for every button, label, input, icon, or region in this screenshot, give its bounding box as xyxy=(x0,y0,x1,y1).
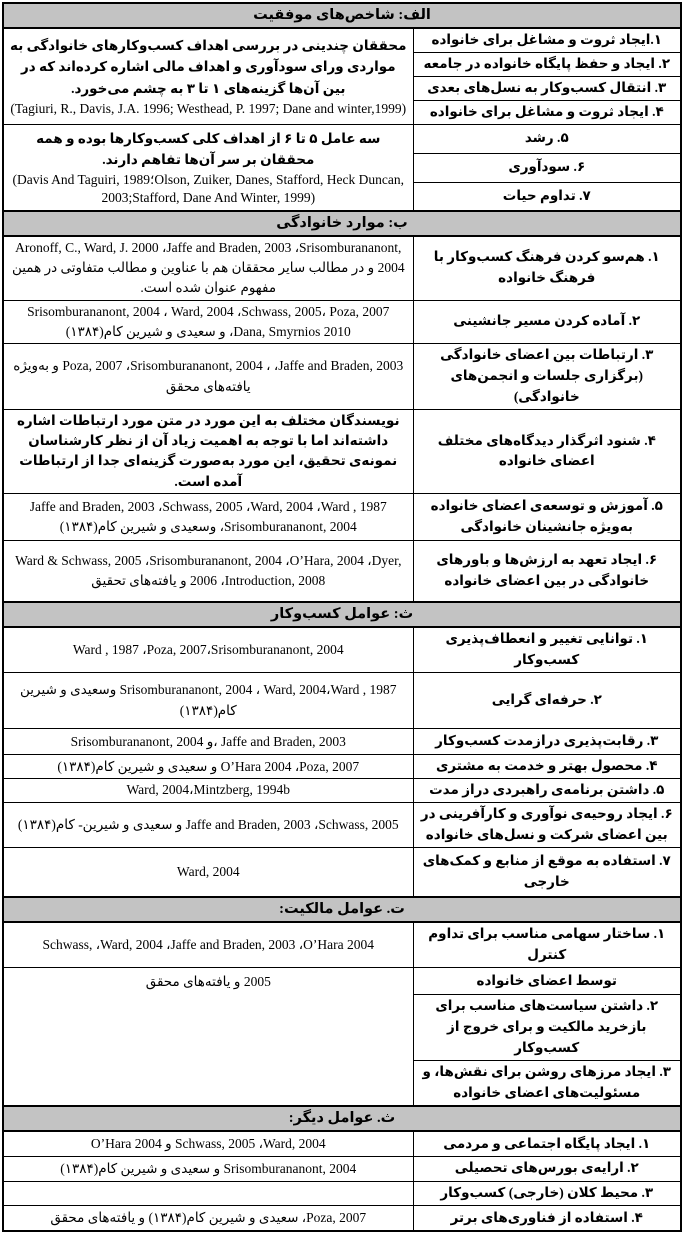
citation-cell: Jaffe and Braden, 2003 ،و Srisomburananont, 2004 xyxy=(3,729,413,755)
factor-item-cell: ۳. رقابت‌پذیری درازمدت کسب‌وکار xyxy=(413,729,681,755)
table-row xyxy=(3,124,681,153)
factor-item-cell: ۱.ایجاد ثروت و مشاغل برای خانواده xyxy=(413,28,681,52)
factor-item-cell: ۵. داشتن برنامه‌ی راهبردی دراز مدت xyxy=(413,779,681,803)
table-row xyxy=(3,344,681,410)
citation-cell: Poza, 2007، سعیدی و شیرین کام(۱۳۸۴) و یافته‌های محقق xyxy=(3,1205,413,1231)
citation-cell: 2005 و یافته‌های محقق xyxy=(3,968,413,1107)
success-factors-table xyxy=(2,2,682,1232)
table-row xyxy=(3,779,681,803)
factor-item-cell: ۳. محیط کلان (خارجی) کسب‌وکار xyxy=(413,1181,681,1205)
factor-item-cell: ۳. ایجاد مرزهای روشن برای نقش‌ها، و مسئولیت‌های اعضای خانواده xyxy=(413,1060,681,1106)
factor-item-cell: ۲. داشتن سیاست‌های مناسب برای بازخرید مالکیت و برای خروج از کسب‌وکار xyxy=(413,995,681,1061)
table-row xyxy=(3,1181,681,1205)
citation-cell: Ward, 2004 xyxy=(3,847,413,897)
factor-item-cell: توسط اعضای خانواده xyxy=(413,968,681,995)
citation-text: (Davis And Taguiri, 1989؛Olson, Zuiker, Danes, Stafford, Heck Duncan, 2003;Stafford, Dane And Winter, 1999) xyxy=(12,171,404,205)
factor-item-cell: ۴. استفاده از فناوری‌های برتر xyxy=(413,1205,681,1231)
table-row xyxy=(3,968,681,995)
factor-item-cell: ۷. تداوم حیات xyxy=(413,182,681,211)
factor-item-cell: ۴. شنود اثرگذار دیدگاه‌های مختلف اعضای خانواده xyxy=(413,409,681,493)
table-row xyxy=(3,627,681,672)
factor-item-cell: ۵. آموزش و توسعه‌ی اعضای خانواده به‌ویژه جانشینان خانوادگی xyxy=(413,493,681,540)
factor-item-cell: ۷. استفاده به موقع از منابع و کمک‌های خارجی xyxy=(413,847,681,897)
section-header-3: ت. عوامل مالکیت: xyxy=(3,897,681,922)
section-header-0: الف: شاخص‌های موفقیت xyxy=(3,3,681,28)
citation-cell xyxy=(3,124,413,211)
section-header-1: ب: موارد خانوادگی xyxy=(3,211,681,236)
factor-item-cell: ۵. رشد xyxy=(413,124,681,153)
factor-item-cell: ۶. ایجاد روحیه‌ی نوآوری و کارآفرینی در بین اعضای شرکت و نسل‌های خانواده xyxy=(413,803,681,848)
factor-item-cell: ۱. هم‌سو کردن فرهنگ کسب‌وکار با فرهنگ خانواده xyxy=(413,236,681,300)
table-row xyxy=(3,755,681,779)
description-text: محققان چندینی در بررسی اهداف کسب‌وکارهای خانوادگی به مواردی ورای سودآوری و اهداف مالی اشاره کرده‌اند که در بین آن‌ها گزینه‌های ۱ تا ۳ به چشم می‌خورد. xyxy=(10,37,407,96)
table-row xyxy=(3,493,681,540)
table-row xyxy=(3,673,681,729)
table-row xyxy=(3,540,681,602)
table-row xyxy=(3,409,681,493)
citation-cell: Srisomburananont, 2004 ، Ward, 2004،Ward , 1987 وسعیدی و شیرین کام(۱۳۸۴) xyxy=(3,673,413,729)
citation-cell: Schwass, ،Ward, 2004 ،Jaffe and Braden, 2003 ،O’Hara 2004 xyxy=(3,922,413,967)
section-header-2: ث: عوامل کسب‌وکار xyxy=(3,602,681,627)
table-row xyxy=(3,300,681,344)
table-row xyxy=(3,729,681,755)
citation-cell xyxy=(3,28,413,124)
factor-item-cell: ۲. ارایه‌ی بورس‌های تحصیلی xyxy=(413,1156,681,1181)
table-row xyxy=(3,1205,681,1231)
citation-cell: Jaffe and Braden, 2003 ،Schwass, 2005 ،Ward, 2004 ،Ward , 1987 ،Srisomburananont, 2004 وسعیدی و شیرین کام(۱۳۸۴) xyxy=(3,493,413,540)
factor-item-cell: ۲. آماده کردن مسیر جانشینی xyxy=(413,300,681,344)
factor-item-cell: ۶. سودآوری xyxy=(413,153,681,182)
factor-item-cell: ۱. ایجاد پایگاه اجتماعی و مردمی xyxy=(413,1131,681,1156)
citation-cell: Schwass, 2005 ،Ward, 2004 و O’Hara 2004 xyxy=(3,1131,413,1156)
factor-item-cell: ۲. حرفه‌ای گرایی xyxy=(413,673,681,729)
table-row xyxy=(3,847,681,897)
citation-cell: Ward, 2004،Mintzberg, 1994b xyxy=(3,779,413,803)
citation-cell: Ward , 1987 ،Poza, 2007،Srisomburananont, 2004 xyxy=(3,627,413,672)
citation-cell: نویسندگان مختلف به این مورد در متن مورد ارتباطات اشاره داشته‌اند اما با توجه به اهمیت زیاد آن از نظر کارشناسان نمونه‌ی تحقیق، این مورد به‌صورت گزینه‌ای جدا از ارتباطات آمده است. xyxy=(3,409,413,493)
description-text: سه عامل ۵ تا ۶ از اهداف کلی کسب‌وکارها بوده و همه محققان بر سر آن‌ها تفاهم دارند. xyxy=(36,130,381,168)
citation-cell: Jaffe and Braden, 2003 ،Schwass, 2005 و سعیدی و شیرین- کام(۱۳۸۴) xyxy=(3,803,413,848)
table-row xyxy=(3,236,681,300)
table-row xyxy=(3,28,681,52)
table-row xyxy=(3,1131,681,1156)
citation-cell: Aronoff, C., Ward, J. 2000 ،Jaffe and Braden, 2003 ،Srisomburananont, 2004 و در مطالب سایر محققان هم با عناوین و مطالب متفاوتی در همین مفهوم عنوان شده است. xyxy=(3,236,413,300)
citation-text: (Tagiuri, R., Davis, J.A. 1996; Westhead, P. 1997; Dane and winter,1999) xyxy=(10,100,407,116)
citation-cell: Poza, 2007 ،Srisomburananont, 2004 ، ،Jaffe and Braden, 2003 و به‌ویژه یافته‌های محقق xyxy=(3,344,413,410)
factor-item-cell: ۱. ساختار سهامی مناسب برای تداوم کنترل xyxy=(413,922,681,967)
table-row xyxy=(3,1156,681,1181)
table-body xyxy=(3,3,681,1231)
factor-item-cell: ۶. ایجاد تعهد به ارزش‌ها و باورهای خانوادگی در بین اعضای خانواده xyxy=(413,540,681,602)
factor-item-cell: ۲. ایجاد و حفظ پایگاه خانواده در جامعه xyxy=(413,52,681,76)
section-header-4: ث. عوامل دیگر: xyxy=(3,1106,681,1131)
citation-cell: O’Hara 2004 ،Poza, 2007 و سعیدی و شیرین کام(۱۳۸۴) xyxy=(3,755,413,779)
citation-cell: Ward & Schwass, 2005 ،Srisomburananont, 2004 ،O’Hara, 2004 ،Dyer, 2006 ،Introduction, 2008 و یافته‌های تحقیق xyxy=(3,540,413,602)
citation-cell: Srisomburananont, 2004 و سعیدی و شیرین کام(۱۳۸۴) xyxy=(3,1156,413,1181)
citation-cell: Srisomburananont, 2004 ، Ward, 2004 ،Schwass, 2005، Poza, 2007 ،Dana, Smyrnios 2010 و سعیدی و شیرین کام(۱۳۸۴) xyxy=(3,300,413,344)
factor-item-cell: ۱. توانایی تغییر و انعطاف‌پذیری کسب‌وکار xyxy=(413,627,681,672)
table-row xyxy=(3,803,681,848)
factor-item-cell: ۴. محصول بهتر و خدمت به مشتری xyxy=(413,755,681,779)
factor-item-cell: ۳. ارتباطات بین اعضای خانوادگی (برگزاری جلسات و انجمن‌های خانوادگی) xyxy=(413,344,681,410)
citation-cell xyxy=(3,1181,413,1205)
factor-item-cell: ۳. انتقال کسب‌وکار به نسل‌های بعدی xyxy=(413,76,681,100)
factor-item-cell: ۴. ایجاد ثروت و مشاغل برای خانواده xyxy=(413,100,681,124)
table-row xyxy=(3,922,681,967)
